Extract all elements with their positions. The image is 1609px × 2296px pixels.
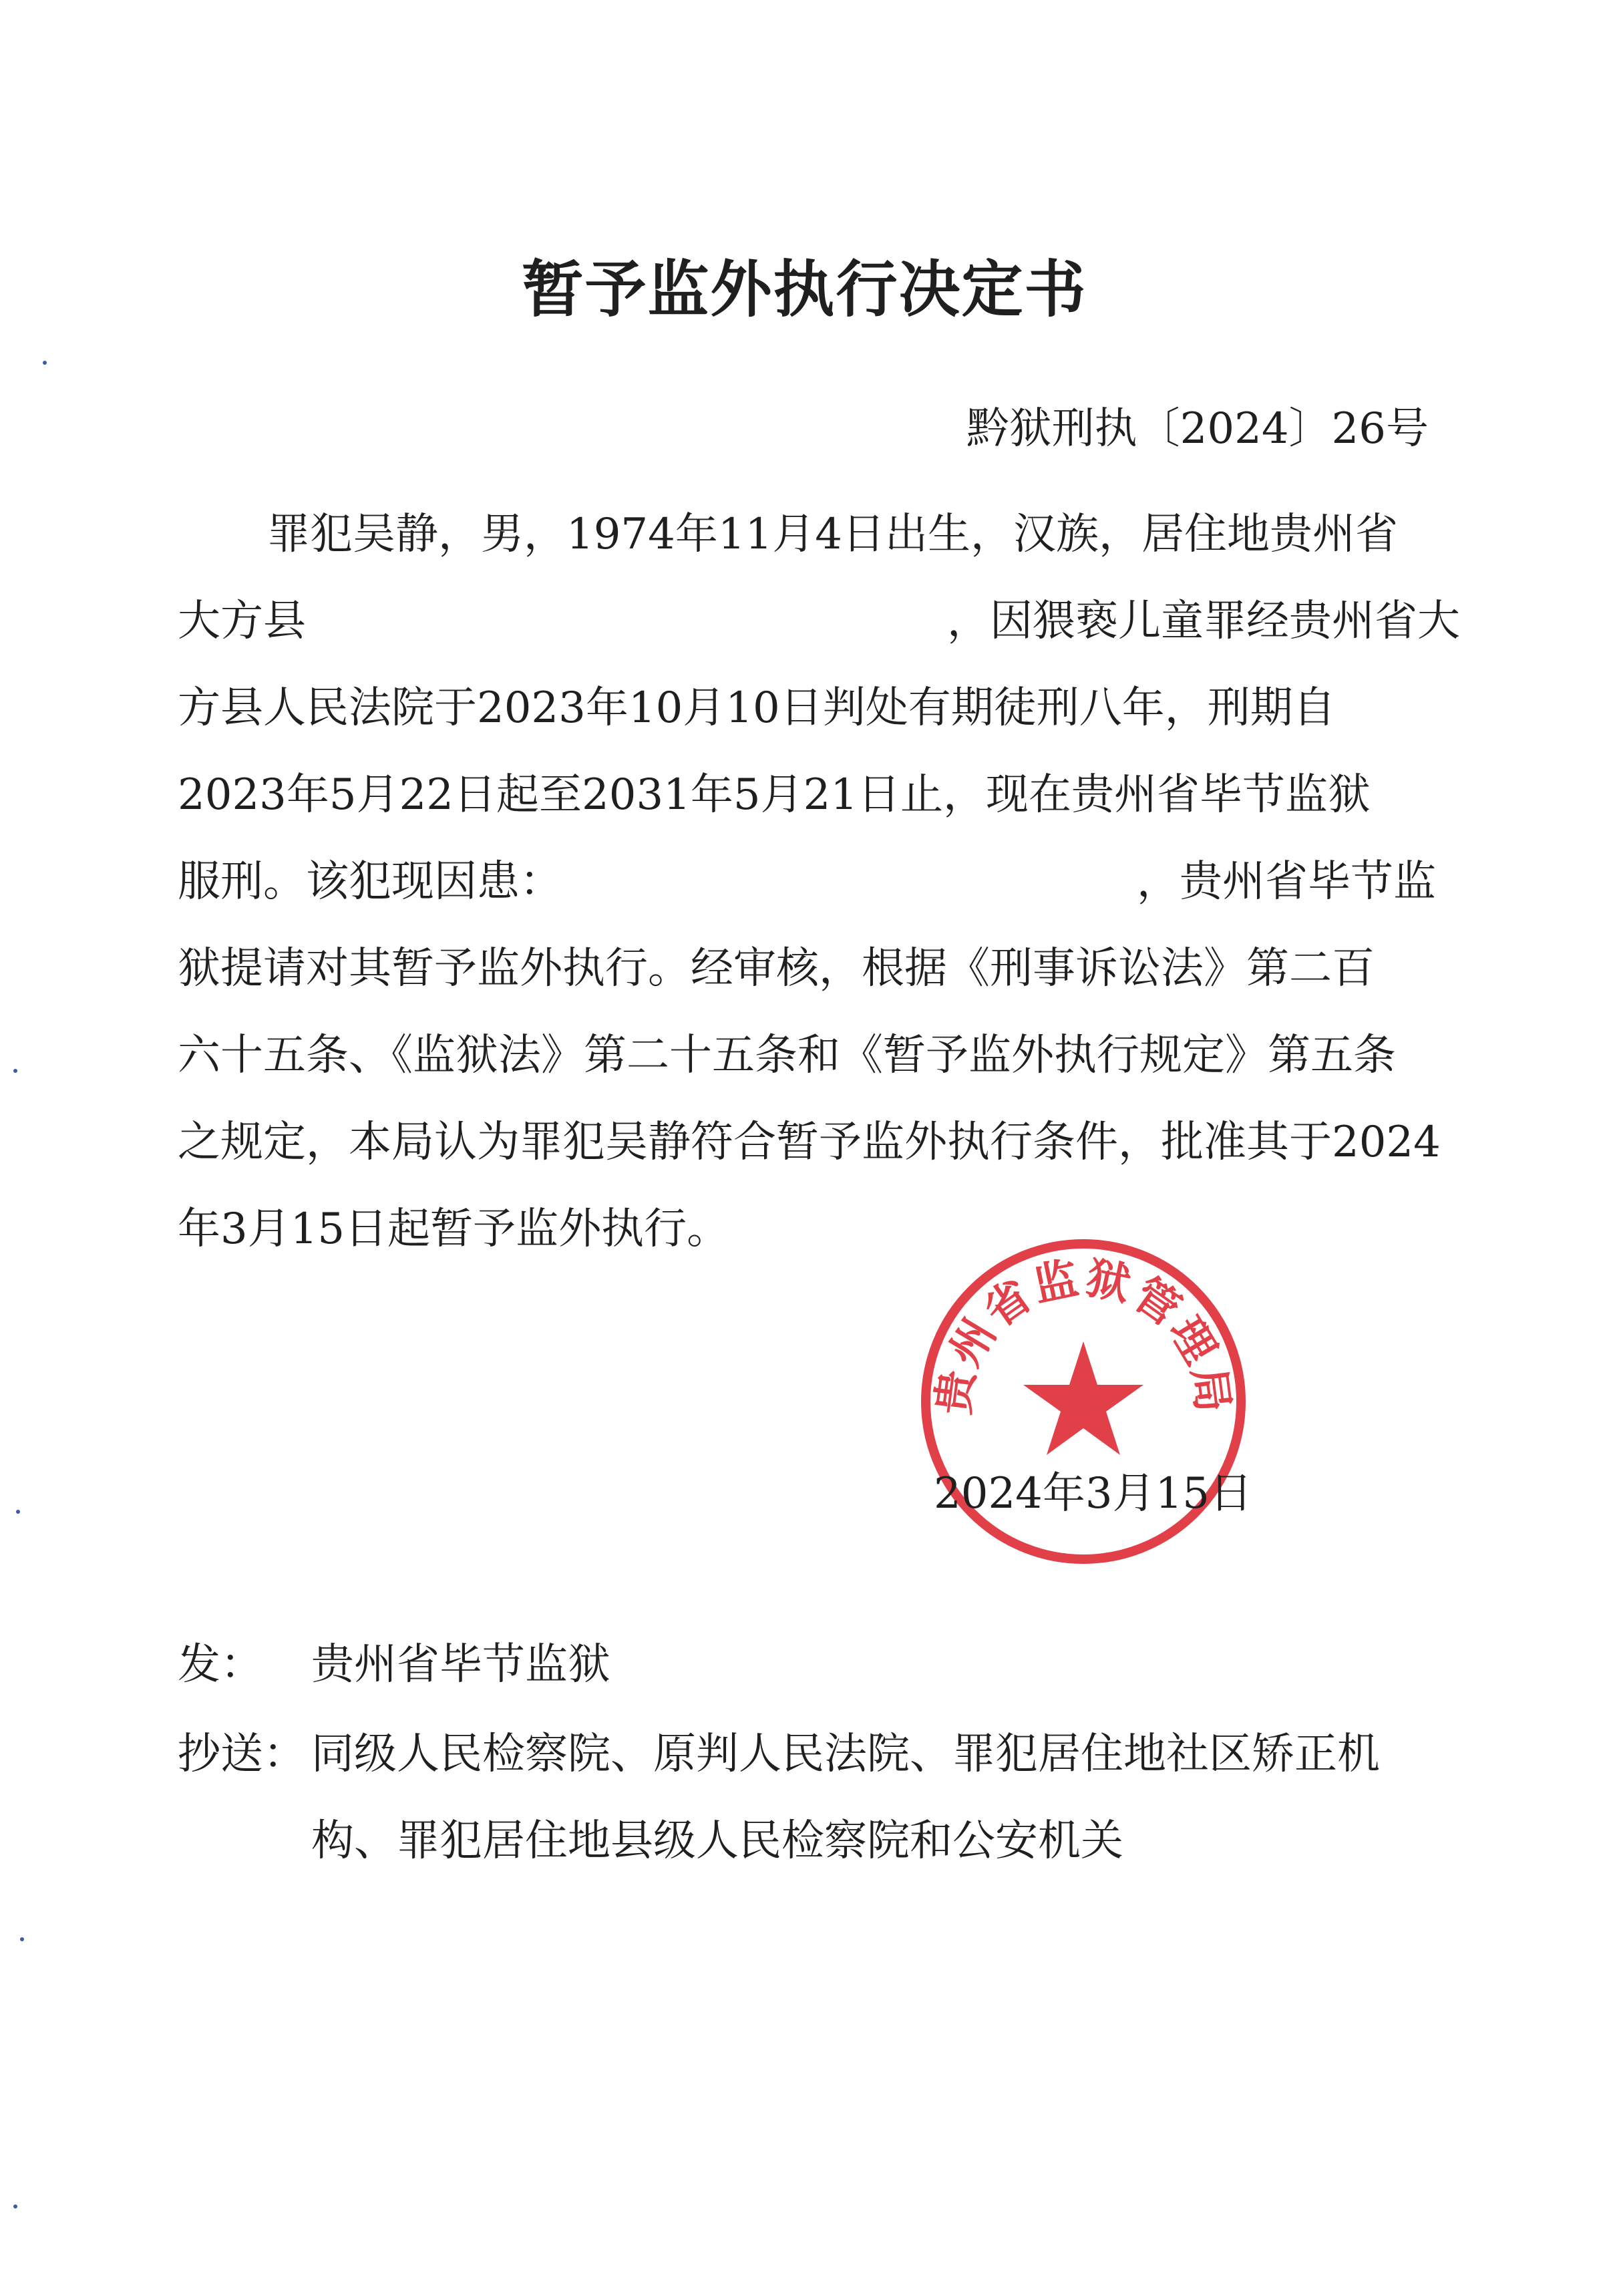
seal-star-icon [1023,1341,1143,1455]
scan-speck [20,1937,24,1941]
body-line-5-start: 服刑。该犯现因患： [178,857,562,907]
body-line-2-start: 大方县 [178,597,306,646]
scan-speck [13,1069,17,1073]
cc-recipients-line-1: 同级人民检察院、原判人民法院、罪犯居住地社区矫正机 [311,1730,1380,1779]
body-line-5-end: ，贵州省毕节监 [1137,857,1436,907]
issue-to-label: 发： [178,1640,263,1689]
body-line-6: 狱提请对其暂予监外执行。经审核，根据《刑事诉讼法》第二百 [178,944,1375,993]
body-line-2-end: ，因猥亵儿童罪经贵州省大 [947,597,1460,646]
cc-recipients-line-2: 构、罪犯居住地县级人民检察院和公安机关 [311,1816,1123,1866]
body-line-1: 罪犯吴静，男，1974年11月4日出生，汉族，居住地贵州省 [267,510,1399,559]
scan-speck [43,361,47,365]
body-line-2 [178,595,1460,648]
body-line-9: 年3月15日起暂予监外执行。 [178,1204,730,1254]
document-number: 黔狱刑执〔2024〕26号 [966,404,1429,454]
seal-text: 贵州省监狱管理局 [927,1251,1240,1418]
scan-speck [13,2204,17,2208]
body-line-5 [178,855,1436,909]
cc-label: 抄送： [178,1730,306,1779]
issue-to-value: 贵州省毕节监狱 [311,1640,610,1689]
body-line-3: 方县人民法院于2023年10月10日判处有期徒刑八年，刑期自 [178,683,1336,733]
body-line-8: 之规定，本局认为罪犯吴静符合暂予监外执行条件，批准其于2024 [178,1118,1441,1167]
scan-speck [16,1510,20,1514]
issue-date: 2024年3月15日 [934,1469,1253,1518]
body-line-7: 六十五条、《监狱法》第二十五条和《暂予监外执行规定》第五条 [178,1031,1396,1080]
body-line-4: 2023年5月22日起至2031年5月21日止，现在贵州省毕节监狱 [178,770,1371,820]
document-title: 暂予监外执行决定书 [522,253,1087,325]
